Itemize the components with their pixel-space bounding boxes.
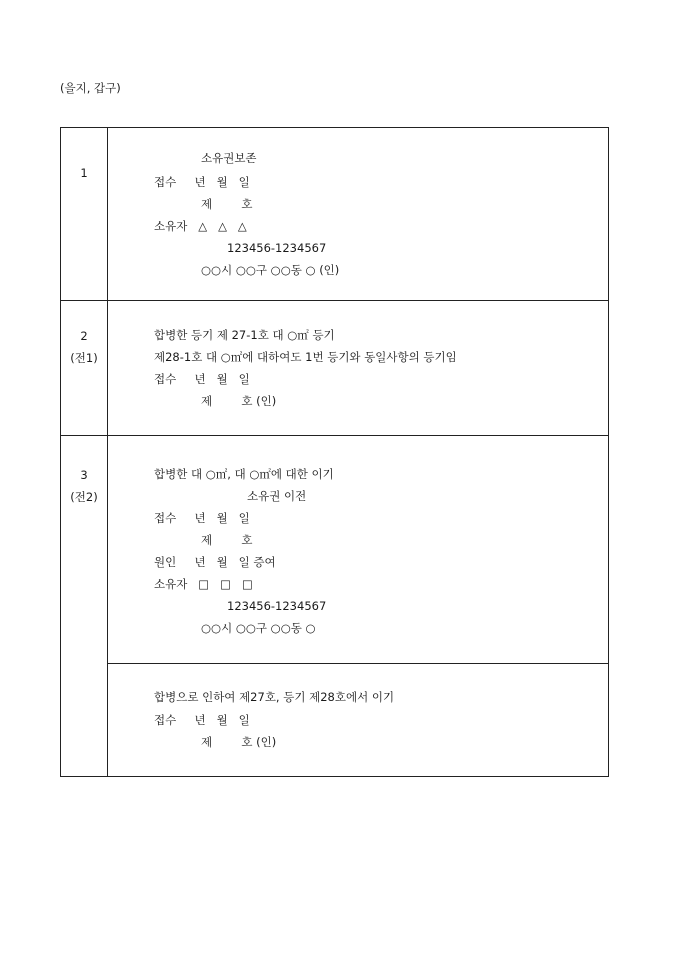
entry-line: 제28-1호 대 ○㎡에 대하여도 1번 등기와 동일사항의 등기임: [154, 350, 457, 364]
entry-line: 소유권보존: [201, 151, 257, 165]
register-row-2: [61, 301, 609, 436]
register-table: [60, 127, 609, 777]
register-row-1: [61, 128, 609, 301]
entry-number-cell: [61, 128, 108, 301]
entry-line: 123456-1234567: [227, 599, 327, 613]
entry-line: 접수 년 월 일: [154, 713, 250, 727]
entry-content-cell: [108, 436, 609, 664]
entry-line: 원인 년 월 일 증여: [154, 555, 276, 569]
entry-line: 제 호: [201, 533, 253, 547]
entry-line: 접수 년 월 일: [154, 175, 250, 189]
entry-line: 합병한 등기 제 27-1호 대 ○㎡ 등기: [154, 328, 335, 342]
document-header: (을지, 갑구): [60, 81, 121, 95]
entry-content-cell: [108, 664, 609, 777]
entry-line: 소유자 □ □ □: [154, 577, 253, 591]
entry-line: 합병으로 인하여 제27호, 등기 제28호에서 이기: [154, 690, 395, 704]
entry-number: 3: [80, 468, 88, 482]
entry-sub-number: (전1): [70, 351, 98, 365]
entry-line: 제 호 (인): [201, 394, 277, 408]
entry-line: 접수 년 월 일: [154, 372, 250, 386]
entry-number: 2: [80, 329, 88, 343]
entry-number: 1: [80, 166, 88, 180]
entry-content-cell: [108, 301, 609, 436]
entry-sub-number: (전2): [70, 490, 98, 504]
entry-line: 123456-1234567: [227, 241, 327, 255]
register-row-3b: [61, 664, 609, 777]
entry-line: ○○시 ○○구 ○○동 ○ (인): [201, 263, 340, 277]
entry-line: 제 호 (인): [201, 735, 277, 749]
entry-line: ○○시 ○○구 ○○동 ○: [201, 621, 316, 635]
entry-line: 합병한 대 ○㎡, 대 ○㎡에 대한 이기: [154, 467, 334, 481]
entry-line: 접수 년 월 일: [154, 511, 250, 525]
entry-number-cell: [61, 301, 108, 436]
entry-content-cell: [108, 128, 609, 301]
entry-line: 소유권 이전: [247, 489, 307, 503]
entry-line: 제 호: [201, 197, 253, 211]
register-row-3: [61, 436, 609, 664]
entry-number-cell: [61, 436, 108, 777]
entry-line: 소유자 △ △ △: [154, 219, 247, 233]
